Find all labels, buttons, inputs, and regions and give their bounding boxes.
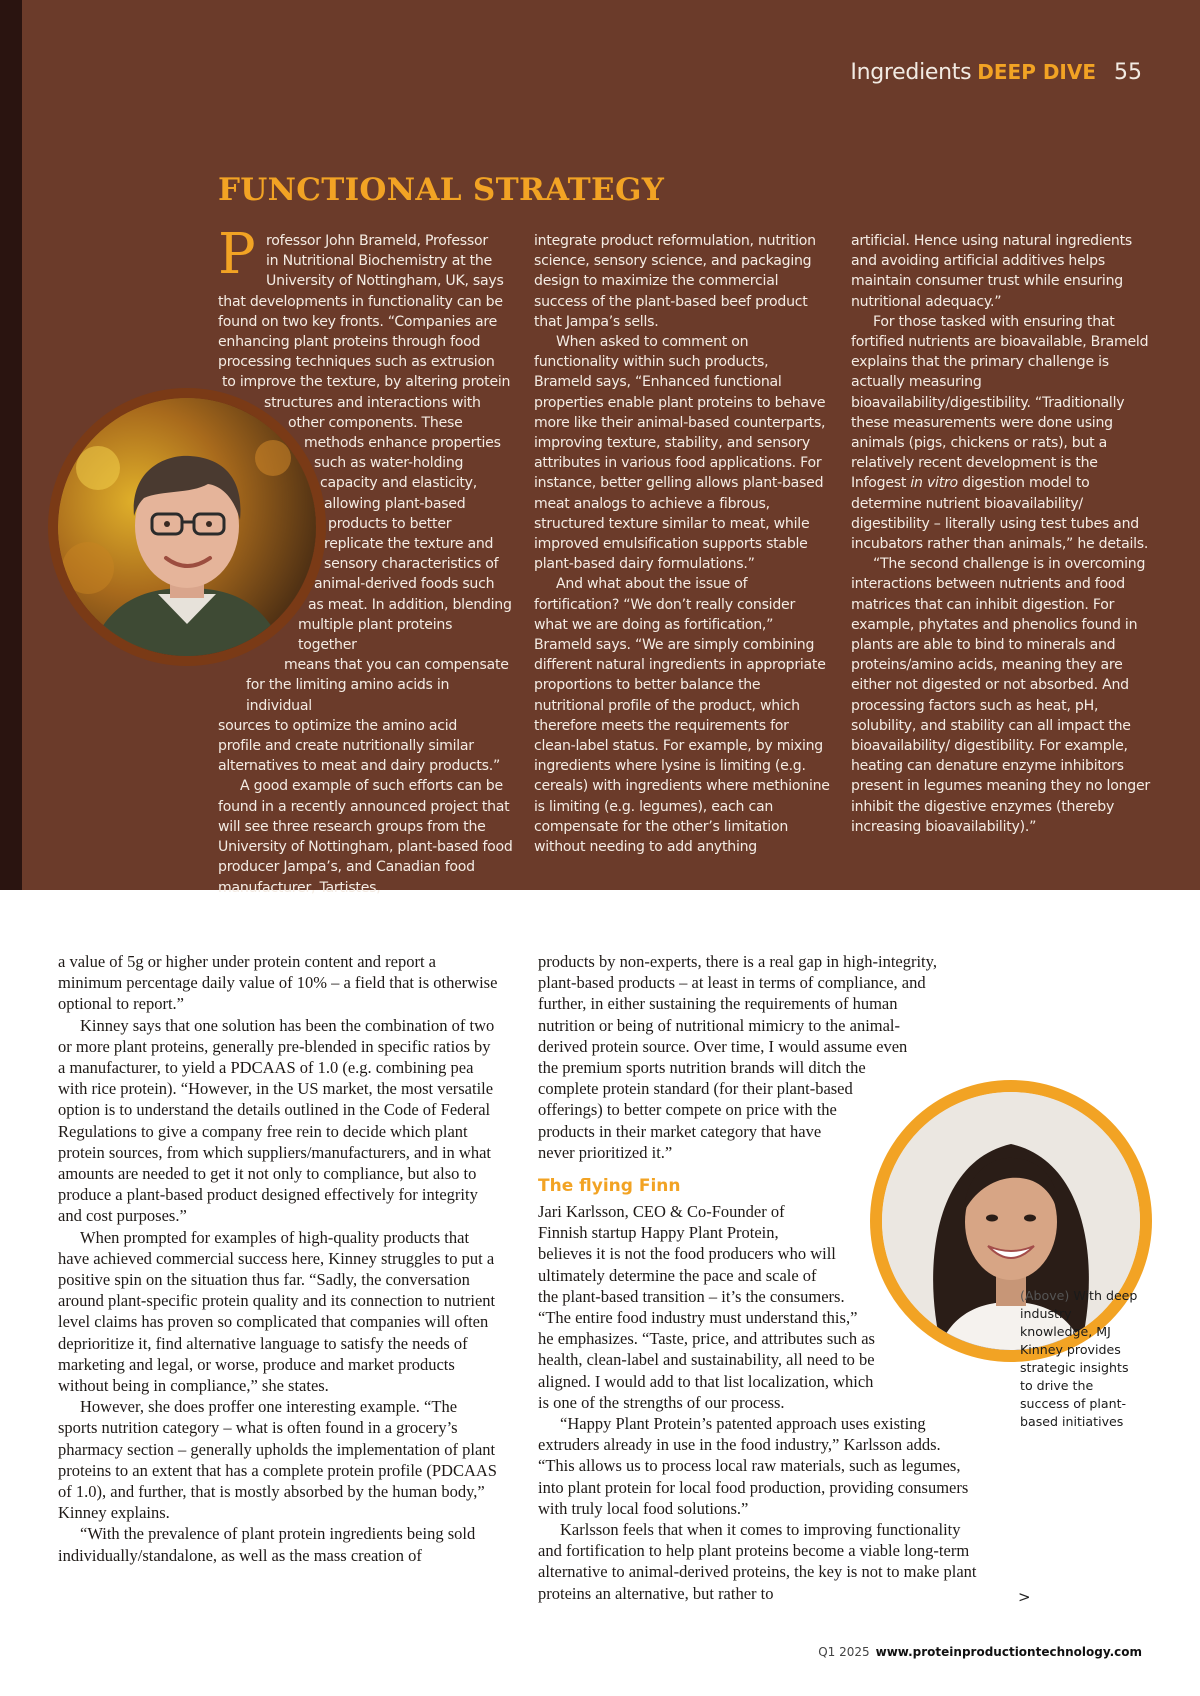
col1-line: means that you can compensate — [284, 657, 509, 674]
bcol2-paragraph-4: Karlsson feels that when it comes to improving functionality and fortification to help plant proteins become a viable long-term alternative to animal-derived proteins, the key is not to make plant proteins an alternative, but rather to — [538, 1520, 977, 1603]
page-edge-strip — [0, 0, 22, 890]
page-number: 55 — [1114, 60, 1142, 85]
bcol2-line: complete protein standard (for their plant-based — [538, 1079, 853, 1099]
bcol1-paragraph-5: “With the prevalence of plant protein ingredients being sold individually/standalone, as well as the mass creation of — [58, 1524, 476, 1565]
col1-line: that developments in functionality can be — [218, 293, 503, 310]
website-link[interactable]: www.proteinproductiontechnology.com — [875, 1645, 1142, 1659]
section-label — [850, 60, 1096, 85]
feature-title: FUNCTIONAL STRATEGY — [218, 172, 665, 208]
bcol2-line: is one of the strengths of our process. — [538, 1392, 785, 1412]
col1-line: allowing plant-based — [324, 495, 466, 512]
bcol2-line: offerings) to better compete on price with the — [538, 1100, 837, 1120]
col1-line: structures and interactions with — [264, 394, 481, 411]
bcol1-paragraph-4: However, she does proffer one interesting example. “The sports nutrition category – what is often found in a grocery’s pharmacy section – generally upholds the implementation of plant proteins to an extent that has a complete protein profile (PDCAAS of 1.0), and further, that is mostly absorbed by the human body,” Kinney explains. — [58, 1397, 497, 1523]
col1-line: methods enhance properties — [304, 435, 501, 452]
photo-caption — [1020, 1287, 1140, 1431]
page-footer — [818, 1645, 1142, 1659]
col3-paragraph-3: “The second challenge is in overcoming interactions between nutrients and food matrices that can inhibit digestion. For example, phytates and phenolics found in plants are able to bind to minerals and proteins/amino acids, meaning they are either not digested or not absorbed. And processing factors such as heat, pH, solubility, and stability can all impact the bioavailability/ digestibility. For example, heating can denature enzyme inhibitors present in legumes meaning they no longer inhibit the digestive enzymes (thereby increasing bioavailability).” — [851, 556, 1150, 835]
col1-line: rofessor John Brameld, Professor — [266, 233, 488, 249]
col1-line: to improve the texture, by altering protein — [222, 374, 511, 391]
col1-line: profile and create nutritionally similar — [218, 738, 474, 755]
bcol2-paragraph-3: “Happy Plant Protein’s patented approach uses existing extruders already in use in the food industry,” Karlsson adds. “This allows us to process local raw materials, such as legumes, into plant protein for local food production, providing consumers with truly local food solutions.” — [538, 1414, 969, 1518]
col1-line: as meat. In addition, blending — [308, 596, 512, 613]
bcol2-line: products by non-experts, there is a real gap in high-integrity, — [538, 952, 937, 971]
col3-p2-text-a: For those tasked with ensuring that fortified nutrients are bioavailable, Brameld explains that the primary challenge is actually measuring bioavailability/digestibility. “Traditionally these measurements were done using animals (pigs, chickens or rats), but a relatively recent development is the Infogest — [851, 313, 1149, 492]
drop-cap: P — [218, 222, 256, 287]
bcol2-line: further, in either sustaining the requirements of human — [538, 994, 898, 1014]
bcol2-line: derived protein source. Over time, I would assume even — [538, 1036, 908, 1056]
running-header — [850, 60, 1142, 85]
col3-paragraph-2 — [851, 312, 1151, 554]
bcol2-line: nutrition or being of nutritional mimicry to the animal- — [538, 1015, 901, 1035]
issue-label: Q1 2025 — [818, 1645, 870, 1659]
col1-line: alternatives to meat and dairy products.” — [218, 758, 501, 775]
feature-column-1 — [218, 222, 514, 898]
bcol1-paragraph-1: a value of 5g or higher under protein content and report a minimum percentage daily value of 10% – a field that is otherwise optional to report.” — [58, 952, 498, 1014]
caption-tag: (Above) — [1020, 1288, 1070, 1303]
bcol1-paragraph-3: When prompted for examples of high-quality products that have achieved commercial success here, Kinney struggles to put a positive spin on the situation thus far. “Sadly, the conversation around plant-specific protein quality and its connection to nutrient level claims has proven so complicated that companies will often deprioritize it, find alternative language to satisfy the needs of marketing and legal, or worse, produce and market products without being in compliance,” she states. — [58, 1227, 496, 1396]
bcol2-line: plant-based products – at least in terms of compliance, and — [538, 973, 926, 993]
col1-line: replicate the texture and — [324, 536, 494, 553]
col1-line: found on two key fronts. “Companies are — [218, 313, 498, 330]
section-name: Ingredients — [850, 60, 972, 85]
col2-paragraph-1: integrate product reformulation, nutrition science, sensory science, and packaging design to maximize the commercial success of the plant-based beef product that Jampa’s sells. — [534, 233, 816, 330]
col1-line: sensory characteristics of — [324, 556, 499, 573]
bcol2-line: products in their market category that have — [538, 1121, 822, 1141]
col2-paragraph-2: When asked to comment on functionality within such products, Brameld says, “Enhanced functional properties enable plant proteins to behave more like their animal-based counterparts, improving texture, stability, and sensory attributes in various food applications. For instance, better gelling allows plant-based meat analogs to achieve a fibrous, structured texture similar to meat, while improved emulsification supports stable plant-based dairy formulations.” — [534, 334, 826, 573]
continued-arrow-icon: > — [1018, 1588, 1031, 1606]
col1-line: University of Nottingham, UK, says — [266, 273, 504, 290]
col1-line: sources to optimize the amino acid — [218, 717, 458, 734]
col1-line: processing techniques such as extrusion — [218, 354, 495, 371]
bcol2-line: never prioritized it.” — [538, 1142, 673, 1162]
section-highlight: DEEP DIVE — [977, 60, 1096, 84]
bcol2-line: health, clean-label and sustainability, all need to be — [538, 1350, 875, 1370]
col1-paragraph-1 — [218, 222, 514, 776]
bcol2-line: aligned. I would add to that list localization, which — [538, 1371, 874, 1391]
col1-line: in Nutritional Biochemistry at the — [266, 253, 493, 270]
col1-paragraph-2: A good example of such efforts can be found in a recently announced project that will see three research groups from the University of Nottingham, plant-based food producer Jampa’s, and Canadian food manufacturer, Tartistes, — [218, 778, 513, 896]
col3-p2-italic: in vitro — [910, 475, 958, 492]
col3-p2-text-b: digestion model to determine nutrient bioavailability/ digestibility – literally using test tubes and incubators rather than animals,” he details. — [851, 475, 1149, 553]
bcol2-line: the plant-based transition – it’s the consumers. — [538, 1286, 845, 1306]
bcol2-line: Jari Karlsson, CEO & Co-Founder of — [538, 1202, 785, 1222]
bcol2-line: he emphasizes. “Taste, price, and attributes such as — [538, 1329, 875, 1349]
feature-column-3 — [851, 231, 1151, 837]
col1-line: capacity and elasticity, — [320, 475, 477, 492]
col1-line: animal-derived foods such — [314, 576, 495, 593]
subheading-flying-finn: The flying Finn — [538, 1176, 681, 1197]
bcol1-paragraph-2: Kinney says that one solution has been the combination of two or more plant proteins, generally pre-blended in specific ratios by a manufacturer, to yield a PDCAAS of 1.0 (e.g. combining pea with rice protein). “However, in the US market, the most versatile option is to understand the details outlined in the Code of Federal Regulations to give a company free rein to decide which plant protein sources, from which suppliers/manufacturers, and in what amounts are needed to get it not only to compliance, but also to produce a plant-based product designed effectively for integrity and cost purposes.” — [58, 1015, 495, 1226]
caption-text: With deep industry knowledge, MJ Kinney provides strategic insights to drive the success of plant-based initiatives — [1020, 1288, 1138, 1429]
bcol2-line: the premium sports nutrition brands will ditch the — [538, 1058, 866, 1078]
feature-column-2 — [534, 231, 830, 857]
col1-line: multiple plant proteins together — [298, 616, 453, 654]
col1-line: enhancing plant proteins through food — [218, 334, 481, 351]
col1-line: products to better — [328, 515, 452, 532]
col1-lines — [218, 222, 514, 776]
col1-line: for the limiting amino acids in individual — [246, 677, 450, 714]
col3-paragraph-1: artificial. Hence using natural ingredients and avoiding artificial additives helps maintain consumer trust while ensuring nutritional adequacy.” — [851, 233, 1132, 310]
bcol2-line: believes it is not the food producers who will — [538, 1244, 836, 1264]
bcol2-line: Finnish startup Happy Plant Protein, — [538, 1223, 779, 1243]
col2-paragraph-3: And what about the issue of fortification? “We don’t really consider what we are doing as fortification,” Brameld says. “We are simply combining different natural ingredients in appropriate proportions to better balance the nutritional profile of the product, which therefore meets the requirements for clean-label status. For example, by mixing ingredients where lysine is limiting (e.g. cereals) with ingredients where methionine is limiting (e.g. legumes), each can compensate for the other’s limitation without needing to add anything — [534, 576, 830, 856]
article-column-1 — [58, 951, 498, 1566]
bcol2-line: ultimately determine the pace and scale of — [538, 1265, 817, 1285]
col1-line: such as water-holding — [314, 455, 464, 472]
bcol2-line: “The entire food industry must understand this,” — [538, 1308, 858, 1328]
col1-line: other components. These — [288, 414, 463, 431]
